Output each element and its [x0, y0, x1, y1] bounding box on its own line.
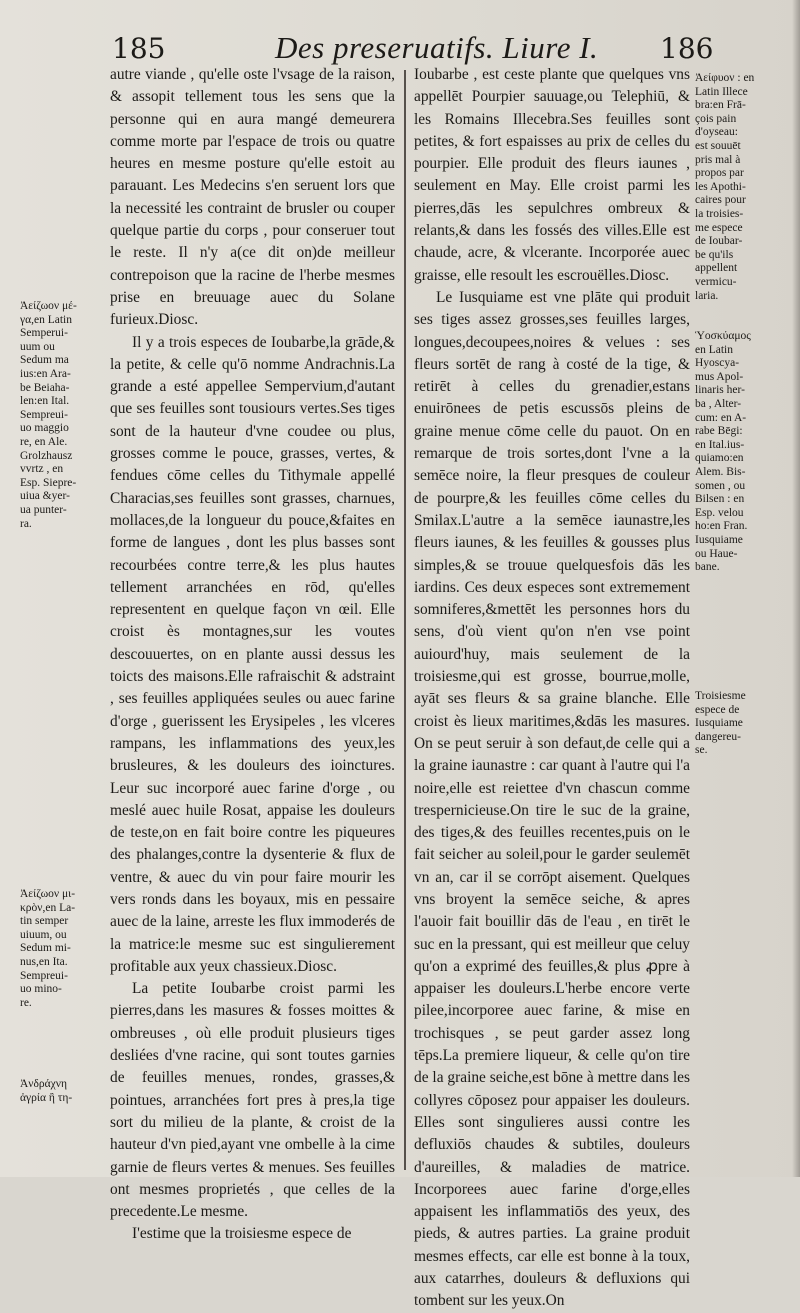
paragraph: autre viande , qu'elle oste l'vsage de la raison, & assopit tellement tous les sens que la personne qui en aura mangé demeurera comme morte par l'espace de trois ou quatre heures en mesme posture qu'elle estoit au parauant. Les Medecins s'en seruent lors que la necessité les contraint de brusler ou couper quelque partie du corps , pour conseruer tout le reste. Il n'y a(ce dit on)de meilleur contrepoison que la racine de l'herbe mesmes prise en breuuage auec du Solane furieux.Diosc.	[110, 66, 395, 329]
margin-note-left: Ἀνδράχνη ἀγρία ἢ τη-	[20, 1078, 73, 1104]
margin-note-right: Ἀείφυον : en Latin Illece bra:en Frā- çois pain d'oyseau: est souuēt pris mal à propos par les Apothi- caires pour la troisies- me espece de Ioubar- be qu'ils appellent vermicu- laria.	[695, 72, 755, 302]
margin-note-right: Ὑοσκύαμος en Latin Hyoscya- mus Apol- linaris her- ba , Alter- cum: en A- rabe Bēgi: en Ital.ius- quiamo:en Alem. Bis- somen , ou Bilsen : en Esp. velou ho:en Fran. Iusquiame ou Haue- bane.	[695, 330, 751, 574]
running-title: Des preseruatifs. Liure I.	[275, 30, 599, 65]
text-column-right	[414, 64, 690, 1313]
paragraph: Ioubarbe , est ceste plante que quelques vns appellēt Pourpier sauuage,ou Telephiū, & les Romains Illecebra.Ses feuilles sont petites, & fort espaisses au prix de celles du pourpier. Elle produit des fleurs iaunes , seulement en May. Elle croist parmi les pierres,dās les sepulchres ombreux & relants,& dans les fossés des villes.Elle est chaude, acre, & vlcerante. Incorporée auec graisse, elle resoult les escrouëlles.Diosc.	[414, 66, 690, 284]
running-header	[0, 28, 800, 68]
paragraph: I'estime que la troisiesme espece de	[132, 1225, 352, 1243]
margin-note-right: Troisiesme espece de Iusquiame dangereu- se.	[695, 690, 746, 757]
page-number-left: 185	[112, 32, 166, 65]
column-divider	[404, 70, 406, 1170]
page-number-right: 186	[660, 32, 714, 65]
paragraph: Le Iusquiame est vne plāte qui produit ses tiges assez grosses,ses feuilles larges, longues,decoupees,noires & velues : ses fleurs sortēt de rang à costé de la tige, & retirēt à celles du grenadier,estans enuirōnees de petis escussōs pleins de graine menue cōme celle du pauot. On en remarque de trois sortes,dont l'vne a la semēce noire, la fleur presques de couleur de pourpre,& les feuilles cōme celles du Smilax.L'autre a la semēce iaunastre,les fleurs iaunes, & les feuilles & gousses plus simples,& se trouue quelquesfois dās les iardins. Ces deux especes sont extremement somniferes,&mettēt les personnes hors du sens, d'où vient qu'on n'en vse point auiourd'huy, mais seulement de la troisiesme,qui est grosse, bourrue,molle, ayāt ses fleurs & sa graine blanche. Elle croist ès lieux maritimes,&dās les masures. On se peut seruir à son defaut,de celle qui a la graine iaunastre : car quant à l'autre qui l'a noire,elle est reiettee d'vn chascun comme trespernicieuse.On tire le suc de la graine, des tiges,& des feuilles recentes,puis on le fait seicher au soleil,pour le garder seulemēt vn an, car il se corrōpt aisement. Quelques vns broyent la semēce seiche, & apres l'auoir fait bouillir dās de l'eau , en tirēt le suc en la pressant, qui est meilleur que celuy qu'on a exprimé des feuilles,& plus ꝓpre à appaiser les douleurs.L'herbe encore verte pilee,incorporee auec farine, & mise en trochisques , se peut garder assez long tēps.La premiere liqueur, & celle qu'on tire de la graine seiche,est bōne à mettre dans les collyres cōposez pour appaiser les douleurs. Elles sont singulieres aussi contre les defluxiōs chaudes & subtiles, douleurs d'aureilles, & maladies de matrice. Incorporees auec farine d'orge,elles appaisent les inflammatiōs des yeux, des pieds, & autres parties. La graine produit mesmes effects, car elle est bonne à la toux, aux catarrhes, douleurs & defluxions qui tombent sur les yeux.On	[414, 288, 690, 1310]
paragraph: Il y a trois especes de Ioubarbe,la grāde,& la petite, & celle qu'ō nomme Andrachnis.La grande a esté appellee Sempervium,d'autant que ses feuilles sont tousiours vertes.Ses tiges sont de la hauteur d'vne coudee ou plus, grosses comme le pouce, grasses, vertes, & fendues cōme celles du Tithymale appellé Characias,ses feuilles sont grasses, charnues, mollaces,de la longueur du pouce,&faites en forme de langues , dont les plus basses sont recourbées contre terre,& les plus hautes tellement arranchées en rōd, qu'elles representent en quelque façon vn œil. Elle croist ès montagnes,sur les voutes descouuertes, on en plante aussi dessus les toicts des maisons.Elle rafraischit & adstraint , ses feuilles appliquées seules ou auec farine d'orge , guerissent les Erysipeles , les vlceres rampans, les inflammations des yeux,les brusleures, & les douleurs des ioinctures. Leur suc incorporé auec farine d'orge , ou meslé auec huile Rosat, appaise les douleurs de teste,on en fait boire contre les piqueures des phalanges,contre la dysenterie & flux de ventre, & auec du vin pour faire mourir les vers ronds dans les boyaux, mis en pessaire auec de la laine, arreste les flux immoderés de la matrice:le mesme suc est singulierement profitable aux yeux chassieux.Diosc.	[110, 333, 395, 975]
margin-note-left: Ἀείζωον μι- κρὸν,en La- tin semper uiuum, ou Sedum mi- nus,en Ita. Sempreui- uo mino- re.	[20, 888, 76, 1009]
paragraph: La petite Ioubarbe croist parmi les pierres,dans les masures & fosses moittes & ombreuses , où elle produit plusieurs tiges desliées d'vne racine, qui sont toutes garnies de feuilles menues, rondes, grasses,& pointues, arranchées fort pres à pres,la tige sort du milieu de la plante, & croist de la hauteur d'vn pied,ayant vne ombelle à la cime garnie de fleurs vertes & menues. Ses feuilles ont mesmes proprietés , que celles de la precedente.Le mesme.	[110, 980, 395, 1221]
page-edge-shadow	[792, 0, 800, 1177]
margin-note-left: Ἀείζωον μέ- γα,en Latin Semperui- uum ou Sedum ma ius:en Ara- be Beiaha- len:en Ital. Sempreui- uo maggio re, en Ale. Grolzhausz vvrtz , en Esp. Siepre- uiua &yer- ua punter- ra.	[20, 300, 77, 530]
text-column-left	[110, 64, 395, 1246]
